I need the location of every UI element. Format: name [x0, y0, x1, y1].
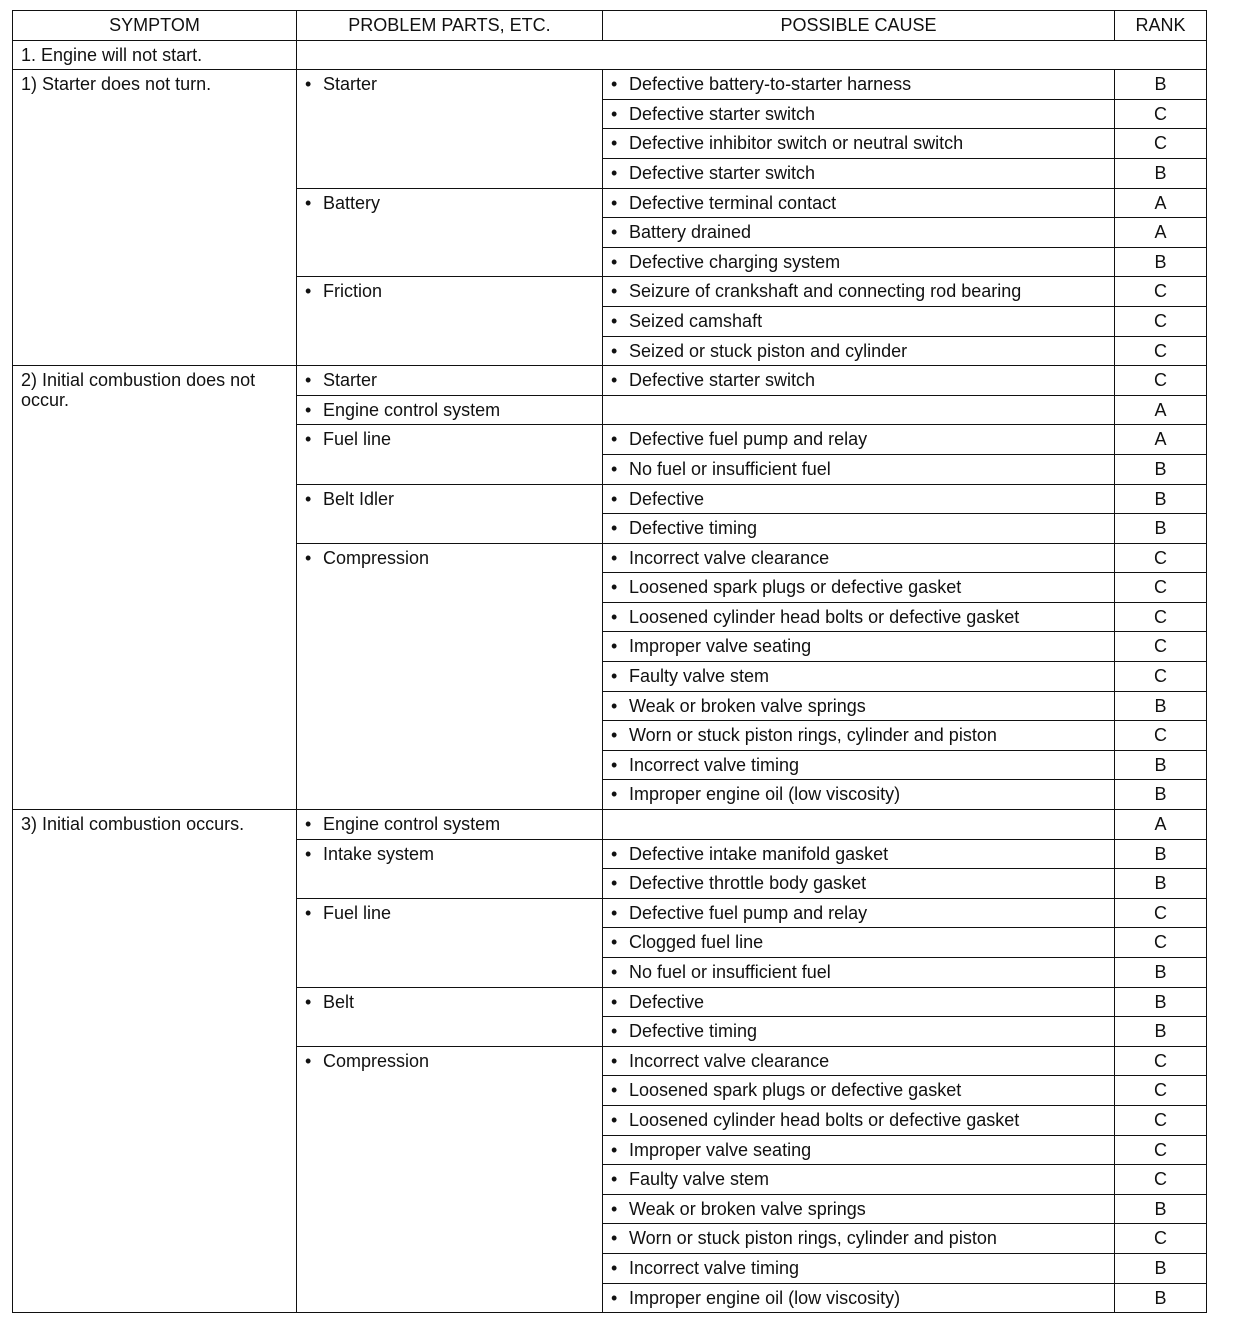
rank-cell: B — [1115, 691, 1207, 721]
possible-cause-cell — [603, 721, 1115, 751]
bullet-icon: • — [611, 340, 618, 361]
bullet-icon: • — [305, 488, 312, 509]
bullet-icon: • — [611, 1228, 618, 1249]
problem-part-label: Compression — [323, 1050, 430, 1071]
rank-cell: C — [1115, 662, 1207, 692]
rank-cell: B — [1115, 1194, 1207, 1224]
bullet-icon: • — [611, 606, 618, 627]
possible-cause-label: Incorrect valve clearance — [629, 1050, 830, 1071]
problem-part-cell — [297, 277, 603, 366]
rank-cell: B — [1115, 247, 1207, 277]
possible-cause-cell — [603, 928, 1115, 958]
bullet-icon: • — [611, 843, 618, 864]
possible-cause-label: Seized or stuck piston and cylinder — [629, 340, 908, 361]
possible-cause-label: Defective timing — [629, 518, 758, 539]
rank-cell: C — [1115, 99, 1207, 129]
possible-cause-label: No fuel or insufficient fuel — [629, 458, 831, 479]
bullet-icon: • — [611, 1050, 618, 1071]
bullet-icon: • — [611, 1257, 618, 1278]
possible-cause-cell — [603, 454, 1115, 484]
rank-cell: B — [1115, 958, 1207, 988]
bullet-icon: • — [305, 902, 312, 923]
rank-cell: C — [1115, 928, 1207, 958]
rank-cell: C — [1115, 1076, 1207, 1106]
rank-cell: B — [1115, 1253, 1207, 1283]
bullet-icon: • — [611, 192, 618, 213]
possible-cause-cell — [603, 810, 1115, 840]
rank-cell: B — [1115, 1283, 1207, 1313]
rank-cell: B — [1115, 158, 1207, 188]
bullet-icon: • — [611, 666, 618, 687]
rank-cell: B — [1115, 869, 1207, 899]
bullet-icon: • — [305, 843, 312, 864]
bullet-icon: • — [611, 370, 618, 391]
bullet-icon: • — [611, 1080, 618, 1101]
symptom-cell: 1) Starter does not turn. — [13, 70, 297, 366]
header-symptom: SYMPTOM — [13, 11, 297, 41]
bullet-icon: • — [611, 222, 618, 243]
possible-cause-cell — [603, 750, 1115, 780]
rank-cell: C — [1115, 336, 1207, 366]
bullet-icon: • — [611, 251, 618, 272]
rank-cell: B — [1115, 454, 1207, 484]
problem-part-label: Battery — [323, 192, 381, 213]
rank-cell: C — [1115, 1046, 1207, 1076]
rank-cell: B — [1115, 514, 1207, 544]
bullet-icon: • — [611, 873, 618, 894]
problem-part-label: Fuel line — [323, 429, 392, 450]
rank-cell: B — [1115, 780, 1207, 810]
possible-cause-cell — [603, 336, 1115, 366]
problem-part-label: Intake system — [323, 843, 435, 864]
bullet-icon: • — [611, 754, 618, 775]
bullet-icon: • — [611, 902, 618, 923]
possible-cause-label: Defective starter switch — [629, 103, 816, 124]
rank-cell: C — [1115, 1224, 1207, 1254]
possible-cause-cell — [603, 543, 1115, 573]
problem-part-label: Compression — [323, 547, 430, 568]
possible-cause-label: Incorrect valve timing — [629, 754, 800, 775]
bullet-icon: • — [611, 1169, 618, 1190]
possible-cause-cell — [603, 958, 1115, 988]
rank-cell: A — [1115, 395, 1207, 425]
bullet-icon: • — [611, 518, 618, 539]
rank-cell: C — [1115, 277, 1207, 307]
rank-cell: C — [1115, 1105, 1207, 1135]
bullet-icon: • — [611, 74, 618, 95]
possible-cause-cell — [603, 395, 1115, 425]
bullet-icon: • — [305, 547, 312, 568]
rank-cell: B — [1115, 839, 1207, 869]
problem-part-label: Starter — [323, 370, 378, 391]
possible-cause-cell — [603, 425, 1115, 455]
problem-part-cell — [297, 188, 603, 277]
header-problem-parts: PROBLEM PARTS, ETC. — [297, 11, 603, 41]
bullet-icon: • — [611, 991, 618, 1012]
possible-cause-label: Loosened spark plugs or defective gasket — [629, 577, 962, 598]
section-row — [13, 40, 1207, 70]
possible-cause-cell — [603, 1194, 1115, 1224]
problem-part-cell — [297, 543, 603, 809]
rank-cell: C — [1115, 602, 1207, 632]
bullet-icon: • — [611, 932, 618, 953]
bullet-icon: • — [611, 1198, 618, 1219]
bullet-icon: • — [611, 429, 618, 450]
bullet-icon: • — [611, 133, 618, 154]
possible-cause-label: Weak or broken valve springs — [629, 695, 866, 716]
possible-cause-label: Defective fuel pump and relay — [629, 902, 868, 923]
possible-cause-label: Defective battery-to-starter harness — [629, 74, 912, 95]
possible-cause-cell — [603, 780, 1115, 810]
possible-cause-label: Defective intake manifold gasket — [629, 843, 889, 864]
section-filler — [297, 40, 1207, 70]
possible-cause-cell — [603, 1105, 1115, 1135]
possible-cause-cell — [603, 1017, 1115, 1047]
possible-cause-label: Defective inhibitor switch or neutral switch — [629, 133, 964, 154]
table-row — [13, 810, 1207, 840]
table-row — [13, 366, 1207, 396]
bullet-icon: • — [305, 281, 312, 302]
possible-cause-cell — [603, 1283, 1115, 1313]
possible-cause-label: Seized camshaft — [629, 310, 763, 331]
bullet-icon: • — [305, 1050, 312, 1071]
possible-cause-cell — [603, 158, 1115, 188]
problem-part-label: Starter — [323, 74, 378, 95]
problem-part-cell — [297, 484, 603, 543]
possible-cause-label: Loosened cylinder head bolts or defective gasket — [629, 1109, 1020, 1130]
problem-part-label: Friction — [323, 281, 383, 302]
table-body — [13, 40, 1207, 1313]
rank-cell: B — [1115, 750, 1207, 780]
possible-cause-label: Loosened spark plugs or defective gasket — [629, 1080, 962, 1101]
rank-cell: A — [1115, 218, 1207, 248]
possible-cause-cell — [603, 1135, 1115, 1165]
rank-cell: B — [1115, 484, 1207, 514]
problem-part-cell — [297, 898, 603, 987]
rank-cell: B — [1115, 70, 1207, 100]
possible-cause-cell — [603, 366, 1115, 396]
possible-cause-cell — [603, 632, 1115, 662]
possible-cause-cell — [603, 1253, 1115, 1283]
bullet-icon: • — [611, 310, 618, 331]
possible-cause-label: Defective — [629, 488, 705, 509]
possible-cause-cell — [603, 573, 1115, 603]
possible-cause-cell — [603, 602, 1115, 632]
bullet-icon: • — [611, 1139, 618, 1160]
bullet-icon: • — [611, 577, 618, 598]
bullet-icon: • — [611, 695, 618, 716]
bullet-icon: • — [611, 488, 618, 509]
possible-cause-cell — [603, 129, 1115, 159]
possible-cause-cell — [603, 188, 1115, 218]
possible-cause-cell — [603, 1046, 1115, 1076]
possible-cause-label: Defective timing — [629, 1021, 758, 1042]
possible-cause-label: Improper valve seating — [629, 636, 812, 657]
problem-part-label: Fuel line — [323, 902, 392, 923]
header-row — [13, 11, 1207, 41]
possible-cause-cell — [603, 218, 1115, 248]
possible-cause-label: Improper engine oil (low viscosity) — [629, 1287, 901, 1308]
problem-part-cell — [297, 70, 603, 188]
possible-cause-cell — [603, 1165, 1115, 1195]
problem-part-label: Belt — [323, 991, 355, 1012]
symptom-cell: 3) Initial combustion occurs. — [13, 810, 297, 1313]
possible-cause-cell — [603, 99, 1115, 129]
bullet-icon: • — [305, 399, 312, 420]
rank-cell: C — [1115, 306, 1207, 336]
rank-cell: C — [1115, 573, 1207, 603]
rank-cell: C — [1115, 1135, 1207, 1165]
problem-part-label: Belt Idler — [323, 488, 395, 509]
possible-cause-label: Incorrect valve timing — [629, 1257, 800, 1278]
problem-part-cell — [297, 1046, 603, 1312]
rank-cell: A — [1115, 188, 1207, 218]
possible-cause-cell — [603, 247, 1115, 277]
bullet-icon: • — [305, 370, 312, 391]
rank-cell: C — [1115, 129, 1207, 159]
possible-cause-cell — [603, 70, 1115, 100]
problem-part-cell — [297, 839, 603, 898]
bullet-icon: • — [611, 636, 618, 657]
rank-cell: A — [1115, 425, 1207, 455]
bullet-icon: • — [611, 1287, 618, 1308]
bullet-icon: • — [611, 784, 618, 805]
possible-cause-label: Battery drained — [629, 222, 752, 243]
problem-part-cell — [297, 395, 603, 425]
possible-cause-label: Defective — [629, 991, 705, 1012]
possible-cause-label: Improper valve seating — [629, 1139, 812, 1160]
diagnosis-table — [12, 10, 1207, 1313]
possible-cause-cell — [603, 987, 1115, 1017]
possible-cause-cell — [603, 662, 1115, 692]
rank-cell: C — [1115, 366, 1207, 396]
possible-cause-label: Defective terminal contact — [629, 192, 837, 213]
possible-cause-label: Worn or stuck piston rings, cylinder and piston — [629, 725, 997, 746]
bullet-icon: • — [611, 162, 618, 183]
problem-part-cell — [297, 810, 603, 840]
bullet-icon: • — [611, 103, 618, 124]
possible-cause-label: Defective charging system — [629, 251, 841, 272]
possible-cause-label: Loosened cylinder head bolts or defective gasket — [629, 606, 1020, 627]
rank-cell: C — [1115, 543, 1207, 573]
bullet-icon: • — [305, 74, 312, 95]
possible-cause-label: Worn or stuck piston rings, cylinder and piston — [629, 1228, 997, 1249]
bullet-icon: • — [611, 1021, 618, 1042]
possible-cause-label: Defective throttle body gasket — [629, 873, 867, 894]
possible-cause-label: Incorrect valve clearance — [629, 547, 830, 568]
problem-part-cell — [297, 425, 603, 484]
bullet-icon: • — [611, 962, 618, 982]
possible-cause-cell — [603, 306, 1115, 336]
rank-cell: C — [1115, 1165, 1207, 1195]
possible-cause-cell — [603, 277, 1115, 307]
bullet-icon: • — [611, 547, 618, 568]
bullet-icon: • — [305, 991, 312, 1012]
possible-cause-cell — [603, 514, 1115, 544]
rank-cell: B — [1115, 987, 1207, 1017]
possible-cause-cell — [603, 691, 1115, 721]
symptom-cell: 2) Initial combustion does not occur. — [13, 366, 297, 810]
rank-cell: C — [1115, 898, 1207, 928]
bullet-icon: • — [305, 429, 312, 450]
possible-cause-label: Improper engine oil (low viscosity) — [629, 784, 901, 805]
possible-cause-label: Defective starter switch — [629, 162, 816, 183]
rank-cell: B — [1115, 1017, 1207, 1047]
header-possible-cause: POSSIBLE CAUSE — [603, 11, 1115, 41]
possible-cause-label: Defective fuel pump and relay — [629, 429, 868, 450]
possible-cause-cell — [603, 839, 1115, 869]
possible-cause-label: Weak or broken valve springs — [629, 1198, 866, 1219]
possible-cause-label: Clogged fuel line — [629, 932, 764, 953]
possible-cause-label: Defective starter switch — [629, 370, 816, 391]
header-rank: RANK — [1115, 11, 1207, 41]
possible-cause-label: Faulty valve stem — [629, 666, 770, 687]
problem-part-label: Engine control system — [323, 814, 501, 835]
problem-part-label: Engine control system — [323, 399, 501, 420]
bullet-icon: • — [611, 458, 618, 479]
rank-cell: C — [1115, 632, 1207, 662]
possible-cause-cell — [603, 869, 1115, 899]
bullet-icon: • — [611, 1109, 618, 1130]
possible-cause-label: No fuel or insufficient fuel — [629, 962, 831, 982]
problem-part-cell — [297, 987, 603, 1046]
bullet-icon: • — [611, 281, 618, 302]
bullet-icon: • — [305, 192, 312, 213]
bullet-icon: • — [305, 814, 312, 835]
bullet-icon: • — [611, 725, 618, 746]
possible-cause-cell — [603, 898, 1115, 928]
possible-cause-cell — [603, 1224, 1115, 1254]
rank-cell: C — [1115, 721, 1207, 751]
possible-cause-label: Faulty valve stem — [629, 1169, 770, 1190]
table-row — [13, 70, 1207, 100]
problem-part-cell — [297, 366, 603, 396]
rank-cell: A — [1115, 810, 1207, 840]
section-title: 1. Engine will not start. — [13, 40, 297, 70]
possible-cause-label: Seizure of crankshaft and connecting rod bearing — [629, 281, 1022, 302]
possible-cause-cell — [603, 1076, 1115, 1106]
possible-cause-cell — [603, 484, 1115, 514]
